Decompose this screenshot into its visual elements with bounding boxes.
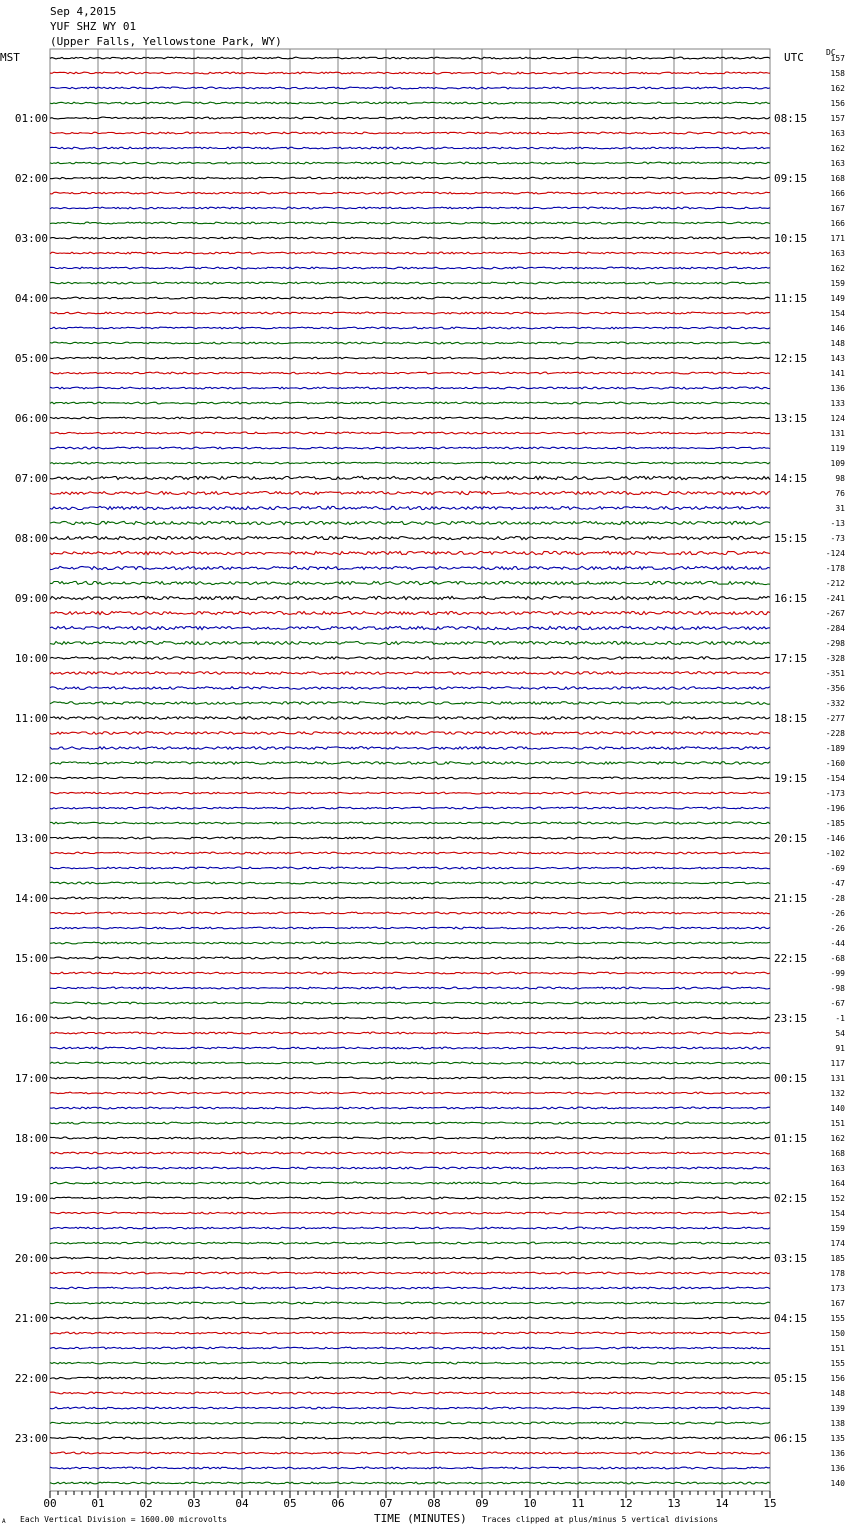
dc-offset-label: 154	[830, 309, 845, 318]
corner-mark: A	[2, 1518, 6, 1525]
seismic-trace	[50, 1482, 770, 1484]
left-hour-label: 17:00	[14, 1072, 48, 1085]
left-hour-label: 06:00	[14, 412, 48, 425]
dc-offset-label: 163	[830, 159, 845, 168]
seismic-trace	[50, 551, 770, 554]
seismic-trace	[50, 536, 770, 539]
seismic-trace	[50, 476, 770, 479]
seismic-trace	[50, 777, 770, 779]
scale-note: Each Vertical Division = 1600.00 microvolts	[20, 1515, 228, 1524]
seismic-trace	[50, 897, 770, 899]
seismic-trace	[50, 1317, 770, 1319]
dc-offset-label: 168	[830, 174, 845, 183]
seismic-trace	[50, 1422, 770, 1424]
seismic-trace	[50, 237, 770, 239]
seismic-trace	[50, 1062, 770, 1064]
seismic-trace	[50, 297, 770, 299]
dc-offset-label: 148	[830, 1389, 845, 1398]
seismic-trace	[50, 312, 770, 314]
seismic-trace	[50, 717, 770, 720]
left-hour-label: 08:00	[14, 532, 48, 545]
seismic-trace	[50, 867, 770, 869]
dc-offset-label: -332	[825, 699, 845, 708]
right-hour-label: 08:15	[774, 112, 808, 125]
left-hour-label: 05:00	[14, 352, 48, 365]
x-tick-label: 14	[715, 1497, 729, 1510]
x-tick-label: 06	[331, 1497, 345, 1510]
left-hour-label: 09:00	[14, 592, 48, 605]
right-hour-label: 03:15	[774, 1252, 808, 1265]
seismic-trace	[50, 1107, 770, 1109]
dc-offset-label: -99	[830, 969, 845, 978]
seismic-trace	[50, 852, 770, 854]
seismic-trace	[50, 1077, 770, 1079]
seismic-trace	[50, 1197, 770, 1199]
dc-offset-label: 135	[830, 1434, 845, 1443]
right-hour-label: 14:15	[774, 472, 808, 485]
left-hour-label: 18:00	[14, 1132, 48, 1145]
dc-offset-label: -26	[830, 909, 845, 918]
right-hour-label: 23:15	[774, 1012, 808, 1025]
dc-offset-label: 155	[830, 1314, 845, 1323]
seismic-trace	[50, 1332, 770, 1334]
dc-offset-label: -1	[835, 1014, 845, 1023]
grid-lines	[50, 49, 770, 1498]
seismic-trace	[50, 957, 770, 959]
seismic-trace	[50, 447, 770, 449]
station-location: (Upper Falls, Yellowstone Park, WY)	[50, 35, 282, 48]
seismic-trace	[50, 626, 770, 629]
right-hour-label: 06:15	[774, 1432, 808, 1445]
left-hour-label: 02:00	[14, 172, 48, 185]
plot-date: Sep 4,2015	[50, 5, 117, 18]
dc-offset-label: 140	[830, 1479, 845, 1488]
left-hour-label: 14:00	[14, 892, 48, 905]
dc-offset-label: 156	[830, 1374, 845, 1383]
seismic-trace	[50, 1437, 770, 1439]
seismic-trace	[50, 1362, 770, 1364]
seismic-trace	[50, 1347, 770, 1349]
right-hour-label: 20:15	[774, 832, 808, 845]
seismic-trace	[50, 1137, 770, 1139]
dc-offset-label: 162	[830, 1134, 845, 1143]
seismic-trace	[50, 1167, 770, 1169]
seismic-trace	[50, 1257, 770, 1259]
dc-offset-label: 132	[830, 1089, 845, 1098]
x-tick-label: 10	[523, 1497, 537, 1510]
dc-offset-label: -146	[825, 834, 845, 843]
dc-offset-label: 136	[830, 384, 845, 393]
right-hour-label: 12:15	[774, 352, 808, 365]
right-hour-label: 11:15	[774, 292, 808, 305]
seismic-trace	[50, 657, 770, 660]
seismic-trace	[50, 792, 770, 794]
dc-offset-label: 133	[830, 399, 845, 408]
seismic-trace	[50, 222, 770, 224]
dc-offset-label: -13	[830, 519, 845, 528]
dc-offset-label: 164	[830, 1179, 845, 1188]
plot-frame	[50, 49, 770, 1491]
seismic-trace	[50, 462, 770, 464]
dc-offset-label: 158	[830, 69, 845, 78]
dc-offset-label: 141	[830, 369, 845, 378]
dc-offset-label: -173	[825, 789, 845, 798]
left-hour-label: 19:00	[14, 1192, 48, 1205]
right-hour-label: 18:15	[774, 712, 808, 725]
dc-offset-label: 31	[835, 504, 845, 513]
dc-offset-label: 131	[830, 429, 845, 438]
dc-offset-label: 91	[835, 1044, 845, 1053]
seismic-trace	[50, 672, 770, 675]
right-hour-label: 00:15	[774, 1072, 808, 1085]
seismic-trace	[50, 1092, 770, 1094]
dc-offset-label: 152	[830, 1194, 845, 1203]
seismic-trace	[50, 402, 770, 404]
dc-offset-label: -154	[825, 774, 845, 783]
dc-offset-label: 167	[830, 1299, 845, 1308]
dc-offset-label: 151	[830, 1119, 845, 1128]
dc-offset-label: 163	[830, 249, 845, 258]
dc-offset-label: -212	[825, 579, 845, 588]
x-tick-label: 09	[475, 1497, 489, 1510]
x-tick-label: 11	[571, 1497, 585, 1510]
dc-offset-label: 149	[830, 294, 845, 303]
x-tick-label: 13	[667, 1497, 681, 1510]
seismic-trace	[50, 1182, 770, 1184]
dc-offset-label: 150	[830, 1329, 845, 1338]
x-tick-label: 08	[427, 1497, 441, 1510]
dc-offset-label: 124	[830, 414, 845, 423]
dc-offset-label: -185	[825, 819, 845, 828]
dc-offset-label: 155	[830, 1359, 845, 1368]
seismic-trace	[50, 521, 770, 524]
dc-offset-label: 131	[830, 1074, 845, 1083]
right-hour-label: 01:15	[774, 1132, 808, 1145]
seismic-trace	[50, 566, 770, 569]
dc-offset-label: -98	[830, 984, 845, 993]
dc-offset-label: 173	[830, 1284, 845, 1293]
seismic-trace	[50, 1152, 770, 1154]
x-axis-label: TIME (MINUTES)	[374, 1512, 467, 1525]
dc-offset-label: 166	[830, 219, 845, 228]
seismic-trace	[50, 702, 770, 705]
seismic-trace	[50, 327, 770, 329]
dc-offset-label: -298	[825, 639, 845, 648]
seismic-trace	[50, 732, 770, 735]
seismic-trace	[50, 192, 770, 194]
dc-offset-label: -356	[825, 684, 845, 693]
dc-offset-label: -178	[825, 564, 845, 573]
dc-offset-label: 139	[830, 1404, 845, 1413]
dc-offset-label: 143	[830, 354, 845, 363]
dc-offset-label: 156	[830, 99, 845, 108]
dc-offset-label: 167	[830, 204, 845, 213]
seismic-trace	[50, 1452, 770, 1454]
right-hour-label: 05:15	[774, 1372, 808, 1385]
seismic-trace	[50, 132, 770, 134]
seismic-trace	[50, 762, 770, 765]
right-hour-label: 17:15	[774, 652, 808, 665]
seismic-trace	[50, 1227, 770, 1229]
dc-offset-label: -196	[825, 804, 845, 813]
dc-offset-label: 185	[830, 1254, 845, 1263]
seismic-trace	[50, 581, 770, 584]
dc-offset-label: -351	[825, 669, 845, 678]
dc-offset-label: 163	[830, 1164, 845, 1173]
time-labels	[15, 54, 845, 1510]
dc-offset-label: 136	[830, 1464, 845, 1473]
seismic-trace	[50, 1047, 770, 1049]
right-hour-label: 15:15	[774, 532, 808, 545]
dc-column-label: DC	[826, 48, 836, 57]
dc-offset-label: -73	[830, 534, 845, 543]
dc-offset-label: 157	[830, 114, 845, 123]
dc-offset-label: 159	[830, 279, 845, 288]
seismic-trace	[50, 611, 770, 614]
left-hour-label: 10:00	[14, 652, 48, 665]
dc-offset-label: 168	[830, 1149, 845, 1158]
seismic-trace	[50, 1407, 770, 1409]
seismic-trace	[50, 1392, 770, 1394]
seismic-trace	[50, 267, 770, 269]
dc-offset-label: 119	[830, 444, 845, 453]
dc-offset-label: 154	[830, 1209, 845, 1218]
seismic-trace	[50, 387, 770, 389]
dc-offset-label: 162	[830, 264, 845, 273]
dc-offset-label: -189	[825, 744, 845, 753]
dc-offset-label: 159	[830, 1224, 845, 1233]
x-tick-label: 07	[379, 1497, 393, 1510]
seismic-trace	[50, 506, 770, 509]
x-tick-label: 00	[43, 1497, 57, 1510]
seismic-trace	[50, 357, 770, 359]
x-tick-label: 02	[139, 1497, 153, 1510]
seismic-trace	[50, 177, 770, 179]
dc-offset-label: -28	[830, 894, 845, 903]
seismic-trace	[50, 1017, 770, 1019]
dc-offset-label: -284	[825, 624, 845, 633]
seismic-trace	[50, 912, 770, 914]
seismic-trace	[50, 432, 770, 434]
x-tick-label: 04	[235, 1497, 249, 1510]
dc-offset-label: 98	[835, 474, 845, 483]
seismic-trace	[50, 807, 770, 809]
dc-offset-label: 117	[830, 1059, 845, 1068]
left-hour-label: 13:00	[14, 832, 48, 845]
dc-offset-label: -102	[825, 849, 845, 858]
seismic-trace	[50, 372, 770, 374]
seismic-trace	[50, 1212, 770, 1214]
seismic-trace	[50, 837, 770, 839]
seismic-trace	[50, 147, 770, 149]
clip-note: Traces clipped at plus/minus 5 vertical divisions	[482, 1515, 719, 1524]
dc-offset-label: -228	[825, 729, 845, 738]
dc-offset-label: 163	[830, 129, 845, 138]
dc-offset-label: 148	[830, 339, 845, 348]
left-hour-label: 16:00	[14, 1012, 48, 1025]
dc-offset-label: -44	[830, 939, 845, 948]
station-code: YUF SHZ WY 01	[50, 20, 137, 33]
dc-offset-label: -67	[830, 999, 845, 1008]
left-hour-label: 21:00	[14, 1312, 48, 1325]
seismic-trace	[50, 162, 770, 164]
left-hour-label: 03:00	[14, 232, 48, 245]
dc-offset-label: -160	[825, 759, 845, 768]
dc-offset-label: 162	[830, 84, 845, 93]
seismic-trace	[50, 87, 770, 89]
dc-offset-label: 140	[830, 1104, 845, 1113]
seismic-trace	[50, 687, 770, 690]
dc-offset-label: -47	[830, 879, 845, 888]
left-hour-label: 04:00	[14, 292, 48, 305]
dc-offset-label: 138	[830, 1419, 845, 1428]
seismic-trace	[50, 596, 770, 599]
dc-offset-label: -68	[830, 954, 845, 963]
right-hour-label: 13:15	[774, 412, 808, 425]
right-timezone-label: UTC	[784, 51, 804, 64]
left-hour-label: 12:00	[14, 772, 48, 785]
seismic-trace	[50, 1287, 770, 1289]
left-hour-label: 22:00	[14, 1372, 48, 1385]
seismic-trace	[50, 927, 770, 929]
seismic-trace	[50, 207, 770, 209]
seismic-trace	[50, 1242, 770, 1244]
trace-lines	[50, 57, 770, 1484]
x-tick-label: 15	[763, 1497, 777, 1510]
dc-offset-label: 166	[830, 189, 845, 198]
dc-offset-label: 109	[830, 459, 845, 468]
x-tick-label: 12	[619, 1497, 633, 1510]
right-hour-label: 02:15	[774, 1192, 808, 1205]
dc-offset-label: 178	[830, 1269, 845, 1278]
left-hour-label: 07:00	[14, 472, 48, 485]
seismic-trace	[50, 641, 770, 644]
seismic-trace	[50, 72, 770, 74]
dc-offset-label: -241	[825, 594, 845, 603]
dc-offset-label: 171	[830, 234, 845, 243]
seismic-trace	[50, 1377, 770, 1379]
left-hour-label: 01:00	[14, 112, 48, 125]
right-hour-label: 22:15	[774, 952, 808, 965]
dc-offset-label: 136	[830, 1449, 845, 1458]
left-hour-label: 11:00	[14, 712, 48, 725]
seismic-trace	[50, 1467, 770, 1469]
right-hour-label: 19:15	[774, 772, 808, 785]
right-hour-label: 10:15	[774, 232, 808, 245]
dc-offset-label: -277	[825, 714, 845, 723]
dc-offset-label: 54	[835, 1029, 845, 1038]
seismic-trace	[50, 1302, 770, 1304]
seismic-trace	[50, 822, 770, 824]
right-hour-label: 09:15	[774, 172, 808, 185]
dc-offset-label: 151	[830, 1344, 845, 1353]
seismic-trace	[50, 942, 770, 944]
x-tick-label: 01	[91, 1497, 105, 1510]
seismic-trace	[50, 117, 770, 119]
dc-offset-label: -328	[825, 654, 845, 663]
dc-offset-label: 76	[835, 489, 845, 498]
seismic-trace	[50, 57, 770, 59]
seismic-trace	[50, 252, 770, 254]
dc-offset-label: 174	[830, 1239, 845, 1248]
seismic-trace	[50, 1032, 770, 1034]
seismic-trace	[50, 342, 770, 344]
left-hour-label: 23:00	[14, 1432, 48, 1445]
dc-offset-label: -69	[830, 864, 845, 873]
seismic-trace	[50, 491, 770, 494]
dc-offset-label: -267	[825, 609, 845, 618]
dc-offset-label: 157	[830, 54, 845, 63]
dc-offset-label: 146	[830, 324, 845, 333]
seismic-trace	[50, 747, 770, 750]
seismic-trace	[50, 1272, 770, 1274]
right-hour-label: 04:15	[774, 1312, 808, 1325]
right-hour-label: 16:15	[774, 592, 808, 605]
x-tick-label: 05	[283, 1497, 297, 1510]
seismic-trace	[50, 102, 770, 104]
seismic-trace	[50, 1002, 770, 1004]
dc-offset-label: 162	[830, 144, 845, 153]
seismic-trace	[50, 1122, 770, 1124]
seismic-trace	[50, 417, 770, 419]
seismic-trace	[50, 282, 770, 284]
left-hour-label: 20:00	[14, 1252, 48, 1265]
left-timezone-label: MST	[0, 51, 20, 64]
seismic-trace	[50, 882, 770, 884]
seismic-trace	[50, 987, 770, 989]
dc-offset-label: -124	[825, 549, 845, 558]
dc-offset-label: -26	[830, 924, 845, 933]
left-hour-label: 15:00	[14, 952, 48, 965]
right-hour-label: 21:15	[774, 892, 808, 905]
seismic-trace	[50, 972, 770, 974]
x-tick-label: 03	[187, 1497, 201, 1510]
